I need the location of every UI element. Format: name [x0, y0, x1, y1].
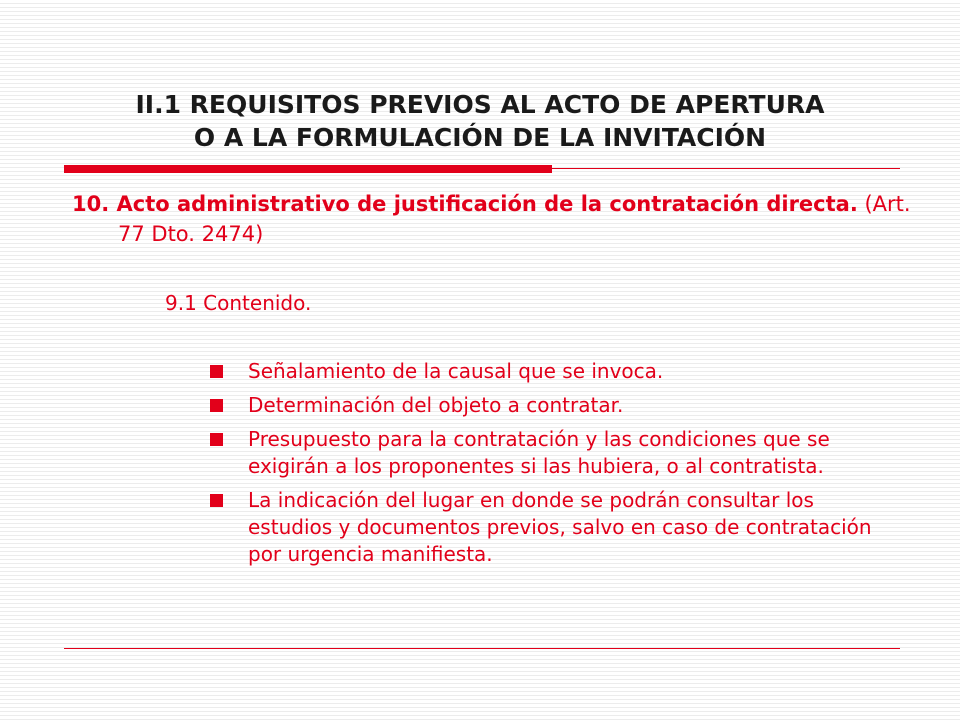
section-heading: 9.1 Contenido. — [165, 291, 312, 315]
square-bullet-icon — [210, 494, 223, 507]
square-bullet-icon — [210, 365, 223, 378]
footer-divider — [64, 648, 900, 649]
item-heading-reference: (Art. 77 Dto. 2474) — [118, 192, 911, 246]
slide-title-line-2: O A LA FORMULACIÓN DE LA INVITACIÓN — [193, 123, 767, 152]
bullet-item — [208, 358, 898, 385]
square-bullet-icon — [210, 433, 223, 446]
title-underline-thick — [64, 165, 552, 173]
bullet-text: La indicación del lugar en donde se podrán consultar los estudios y documentos previos, salvo en caso de contratación por urgencia manifiesta. — [248, 488, 872, 566]
bullet-text: Presupuesto para la contratación y las condiciones que se exigirán a los proponentes si las hubiera, o al contratista. — [248, 427, 830, 478]
square-bullet-icon — [210, 399, 223, 412]
bullet-text: Determinación del objeto a contratar. — [248, 393, 624, 417]
slide-title — [60, 88, 900, 154]
bullet-list — [208, 358, 898, 575]
item-heading-title: 10. Acto administrativo de justificación de la contratación directa. — [72, 192, 858, 216]
bullet-item — [208, 426, 898, 480]
title-underline-thin — [552, 168, 900, 169]
bullet-item — [208, 487, 898, 568]
bullet-item — [208, 392, 898, 419]
item-heading — [72, 189, 938, 249]
bullet-text: Señalamiento de la causal que se invoca. — [248, 359, 664, 383]
slide-title-line-1: II.1 REQUISITOS PREVIOS AL ACTO DE APERTURA — [135, 90, 825, 119]
